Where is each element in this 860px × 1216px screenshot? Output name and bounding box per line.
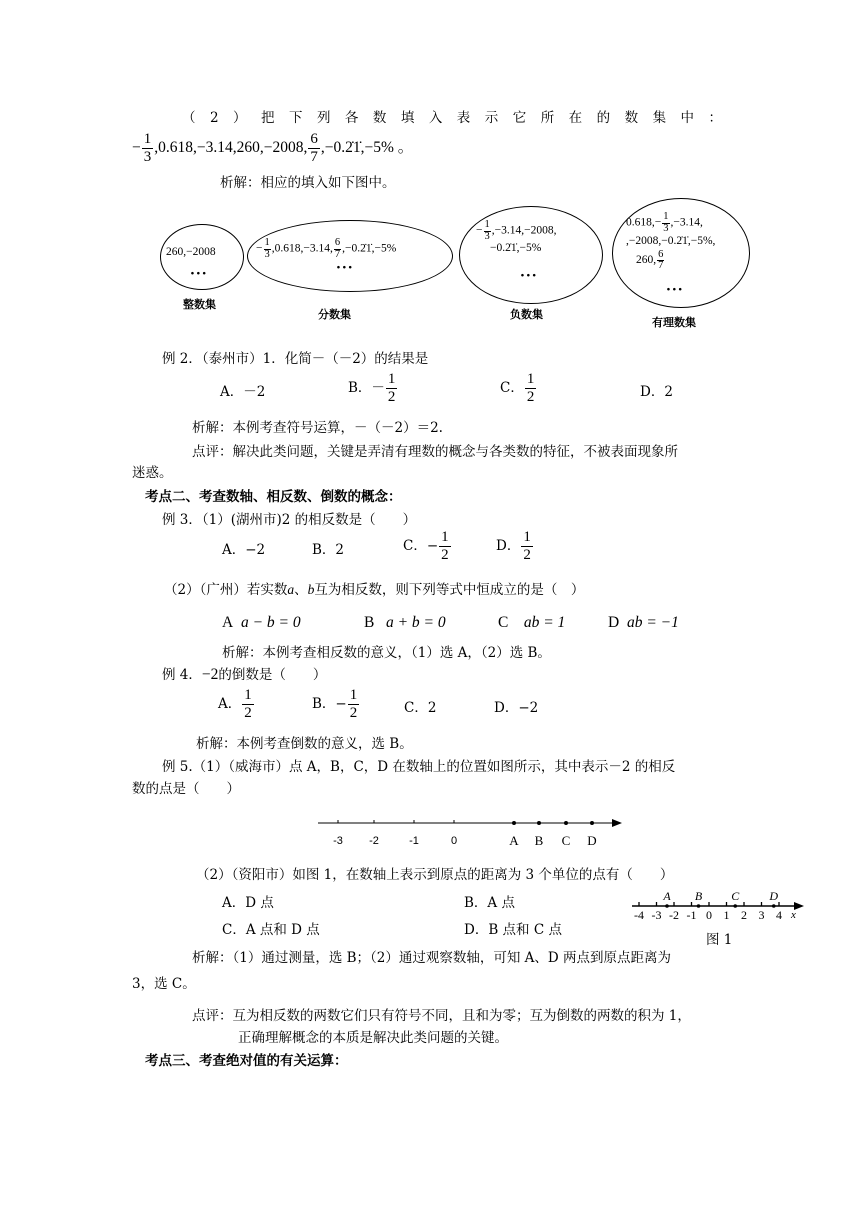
prompt-char: 所	[540, 110, 555, 126]
ex2-comment-cont: 迷惑。	[132, 465, 173, 481]
point-marker	[772, 904, 776, 908]
integer-set-dots: ···	[190, 266, 208, 282]
tick-label: 2	[741, 908, 747, 922]
ex5-analysis: 析解：（1）通过测量，选 B；（2）通过观察数轴，可知 A、D 两点到原点距离为	[192, 950, 672, 966]
ex2-analysis: 析解：本例考查符号运算，－（－2）＝2.	[192, 420, 443, 436]
fraction-one-third: $\frac{1}{3}$	[143, 131, 152, 165]
prompt-char: 示	[484, 110, 499, 126]
prompt-char: 入	[428, 110, 443, 126]
ex3-eq-option-b: B a + b = 0	[364, 614, 446, 631]
ex4-title: 例 4．−2的倒数是（ ）	[162, 666, 327, 683]
point-marker	[512, 821, 516, 825]
prompt-char: ）	[233, 110, 247, 126]
ex3-analysis: 析解：本例考查相反数的意义，（1）选 A，（2）选 B。	[222, 645, 551, 661]
ex4-option-a: A． $\frac{1}{2}$	[218, 687, 252, 721]
prompt-char: 列	[316, 110, 331, 126]
rational-set-caption: 有理数集	[652, 317, 696, 329]
ex5-line1: 例 5.（1）（威海市）点 A，B，C，D 在数轴上的位置如图所示，其中表示－2 的相反	[162, 759, 676, 775]
figure-caption: 图 1	[706, 932, 733, 948]
negative-set-content: − $\frac{1}{3}$ ,−3.14,−2008, −0.2̇1̇,−5%	[476, 219, 557, 254]
prompt-char: 填	[400, 110, 415, 126]
fraction-set-content: − $\frac{1}{3}$ ,0.618,−3.14, $\frac{6}{7}$ ,−0.2̇1̇,−5%	[256, 237, 397, 260]
ex4-option-c: C．2	[404, 700, 437, 716]
point-marker	[697, 904, 701, 908]
ex3-eq-option-a: A a − b = 0	[222, 614, 301, 631]
integer-set-caption: 整数集	[183, 299, 216, 311]
prompt-char: 中	[680, 110, 695, 126]
point-marker	[590, 821, 594, 825]
key-point-3: 考点三、考查绝对值的有关运算：	[145, 1053, 348, 1069]
prompt-char: （	[182, 110, 196, 126]
ex3-option-a: A．−2	[222, 542, 266, 558]
prompt-char: 数	[624, 110, 639, 126]
point-label: C	[561, 833, 571, 848]
prompt-char: 集	[652, 110, 667, 126]
ex3-option-c: C．− $\frac{1}{2}$	[403, 529, 449, 563]
ex5-sub2: （2）（资阳市）如图 1，在数轴上表示到原点的距离为 3 个单位的点有（ ）	[196, 867, 674, 883]
numbers-line: − $\frac{1}{3}$ ,0.618,−3.14,260,−2008, $\frac{6}{7}$ ,−0.2̇1̇,−5% 。	[132, 131, 414, 165]
ex3-sub2: （2）（广州）若实数a、b互为相反数，则下列等式中恒成立的是（ ）	[164, 582, 585, 598]
ex3-eq-option-c: C ab = 1	[498, 614, 566, 631]
ex5-option-c: C．A 点和 D 点	[222, 922, 320, 938]
point-label: A	[509, 833, 519, 848]
fraction-set-dots: ···	[336, 260, 354, 276]
prompt-char: 各	[344, 110, 359, 126]
tick-label: -2	[669, 908, 679, 922]
ex4-option-d: D．−2	[494, 700, 539, 716]
rational-set-dots: ···	[666, 282, 684, 298]
point-label: B	[694, 889, 703, 903]
point-marker	[733, 904, 737, 908]
ex2-title: 例 2．（泰州市）1．化简－（－2）的结果是	[162, 351, 429, 367]
ex4-option-b: B．− $\frac{1}{2}$	[312, 687, 358, 721]
fraction-six-seventh: $\frac{6}{7}$	[310, 131, 318, 165]
negative-set-caption: 负数集	[510, 309, 543, 321]
ex5-option-d: D．B 点和 C 点	[464, 922, 562, 938]
ex5-analysis-cont: 3，选 C。	[132, 976, 196, 992]
tick-label: 1	[723, 908, 730, 922]
ex5-line2: 数的点是（ ）	[132, 781, 240, 797]
ex3-title: 例 3．（1）(湖州市)2 的相反数是（ ）	[162, 512, 417, 528]
tick-label: 0	[450, 835, 458, 847]
ex2-option-b: B．－ $\frac{1}{2}$	[348, 371, 396, 405]
ex2-option-a: A．－2	[220, 384, 266, 400]
key-point-2: 考点二、考查数轴、相反数、倒数的概念：	[145, 489, 402, 505]
point-marker	[564, 821, 568, 825]
integer-set-content: 260,−2008	[166, 246, 216, 258]
prompt-char: 它	[512, 110, 527, 126]
tick-label: -3	[333, 835, 343, 847]
prompt-char: 下	[288, 110, 303, 126]
tick-label: -2	[369, 835, 379, 847]
fraction-set-caption: 分数集	[318, 309, 351, 321]
tick-label: -1	[409, 835, 419, 847]
q2-prompt	[182, 110, 722, 126]
ex2-comment: 点评：解决此类问题，关键是弄清有理数的概念与各类数的特征，不被表面现象所	[192, 444, 678, 460]
ex3-option-b: B．2	[312, 542, 345, 558]
number-line-2	[628, 886, 810, 926]
analysis-fill: 析解：相应的填入如下图中。	[220, 175, 396, 191]
tick-label: 4	[776, 908, 782, 922]
ex3-option-d: D． $\frac{1}{2}$	[496, 529, 531, 563]
prompt-char: 2	[209, 110, 219, 126]
point-label: D	[587, 833, 597, 848]
rational-set-content: 0.618,− $\frac{1}{3}$ ,−3.14, ,−2008,−0.2̇1̇,−5%, 260, $\frac{6}{7}$	[626, 211, 716, 272]
ex5-option-a: A．D 点	[222, 895, 274, 911]
point-label: B	[534, 833, 544, 848]
ex5-option-b: B．A 点	[464, 895, 515, 911]
tick-label: -3	[651, 908, 662, 922]
point-marker	[537, 821, 541, 825]
prompt-char: 在	[568, 110, 583, 126]
ex5-comment-cont: 正确理解概念的本质是解决此类问题的关键。	[238, 1030, 508, 1046]
prompt-char: ：	[708, 110, 722, 126]
axis-variable-label: x	[791, 909, 796, 921]
point-label: C	[731, 889, 740, 903]
number-line-1	[310, 812, 630, 852]
point-marker	[665, 904, 669, 908]
negative-set-dots: ···	[520, 268, 538, 284]
prompt-char: 表	[456, 110, 471, 126]
tick-label: -4	[634, 908, 644, 922]
prompt-char: 把	[261, 110, 275, 126]
tick-label: 0	[706, 908, 712, 922]
ex5-comment: 点评：互为相反数的两数它们只有符号不同，且和为零；互为倒数的两数的积为 1，	[192, 1008, 691, 1024]
ex2-option-c: C． $\frac{1}{2}$	[500, 371, 535, 405]
prompt-char: 数	[372, 110, 387, 126]
prompt-char: 的	[596, 110, 611, 126]
tick-label: 3	[758, 908, 765, 922]
point-label: A	[663, 889, 671, 903]
ex2-option-d: D．2	[640, 384, 673, 400]
ex3-eq-option-d: D ab = −1	[608, 614, 679, 631]
point-label: D	[769, 889, 779, 903]
ex4-analysis: 析解：本例考查倒数的意义，选 B。	[196, 736, 413, 752]
tick-label: -1	[686, 908, 697, 922]
